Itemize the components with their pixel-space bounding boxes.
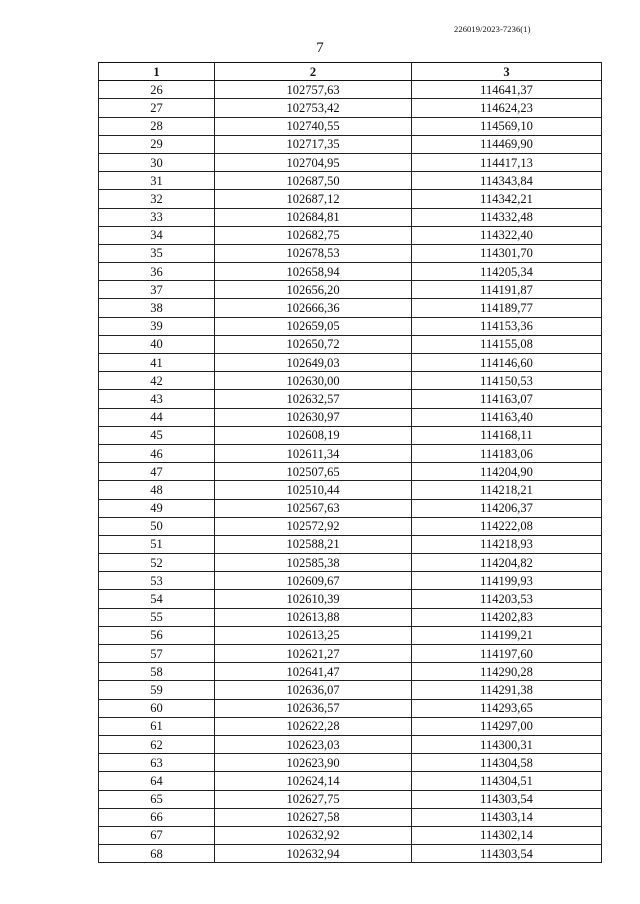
- table-row: [99, 554, 602, 572]
- x-coordinate-cell: 102613,25: [215, 626, 412, 644]
- point-number-cell: 56: [99, 626, 215, 644]
- point-number-cell: 61: [99, 717, 215, 735]
- table-row: [99, 499, 602, 517]
- x-coordinate-cell: 102611,34: [215, 444, 412, 462]
- table-row: [99, 99, 602, 117]
- x-coordinate-cell: 102636,07: [215, 681, 412, 699]
- table-row: [99, 117, 602, 135]
- point-number-cell: 60: [99, 699, 215, 717]
- y-coordinate-cell: 114303,14: [412, 808, 602, 826]
- point-number-cell: 37: [99, 281, 215, 299]
- point-number-cell: 36: [99, 263, 215, 281]
- point-number-cell: 58: [99, 663, 215, 681]
- table-row: [99, 263, 602, 281]
- y-coordinate-cell: 114293,65: [412, 699, 602, 717]
- x-coordinate-cell: 102610,39: [215, 590, 412, 608]
- x-coordinate-cell: 102753,42: [215, 99, 412, 117]
- table-row: [99, 135, 602, 153]
- x-coordinate-cell: 102704,95: [215, 153, 412, 171]
- y-coordinate-cell: 114218,93: [412, 535, 602, 553]
- y-coordinate-cell: 114199,93: [412, 572, 602, 590]
- x-coordinate-cell: 102621,27: [215, 645, 412, 663]
- point-number-cell: 50: [99, 517, 215, 535]
- x-coordinate-cell: 102659,05: [215, 317, 412, 335]
- page-number: 7: [316, 40, 324, 56]
- y-coordinate-cell: 114205,34: [412, 263, 602, 281]
- table-row: [99, 317, 602, 335]
- x-coordinate-cell: 102687,50: [215, 172, 412, 190]
- y-coordinate-cell: 114155,08: [412, 335, 602, 353]
- x-coordinate-cell: 102507,65: [215, 463, 412, 481]
- point-number-cell: 31: [99, 172, 215, 190]
- point-number-cell: 49: [99, 499, 215, 517]
- point-number-cell: 42: [99, 372, 215, 390]
- y-coordinate-cell: 114150,53: [412, 372, 602, 390]
- x-coordinate-cell: 102572,92: [215, 517, 412, 535]
- x-coordinate-cell: 102632,57: [215, 390, 412, 408]
- point-number-cell: 35: [99, 244, 215, 262]
- table-row: [99, 226, 602, 244]
- point-number-cell: 40: [99, 335, 215, 353]
- point-number-cell: 27: [99, 99, 215, 117]
- table-header-row: [99, 63, 602, 81]
- point-number-cell: 38: [99, 299, 215, 317]
- table-row: [99, 190, 602, 208]
- table-row: [99, 826, 602, 844]
- table-row: [99, 645, 602, 663]
- table-row: [99, 572, 602, 590]
- point-number-cell: 47: [99, 463, 215, 481]
- y-coordinate-cell: 114322,40: [412, 226, 602, 244]
- y-coordinate-cell: 114297,00: [412, 717, 602, 735]
- table-row: [99, 754, 602, 772]
- table-row: [99, 608, 602, 626]
- y-coordinate-cell: 114304,58: [412, 754, 602, 772]
- table-row: [99, 299, 602, 317]
- x-coordinate-cell: 102717,35: [215, 135, 412, 153]
- y-coordinate-cell: 114290,28: [412, 663, 602, 681]
- table-row: [99, 699, 602, 717]
- x-coordinate-cell: 102632,92: [215, 826, 412, 844]
- point-number-cell: 57: [99, 645, 215, 663]
- table-row: [99, 735, 602, 753]
- y-coordinate-cell: 114624,23: [412, 99, 602, 117]
- x-coordinate-cell: 102623,03: [215, 735, 412, 753]
- point-number-cell: 32: [99, 190, 215, 208]
- table-row: [99, 808, 602, 826]
- x-coordinate-cell: 102609,67: [215, 572, 412, 590]
- table-row: [99, 463, 602, 481]
- point-number-cell: 64: [99, 772, 215, 790]
- x-coordinate-cell: 102684,81: [215, 208, 412, 226]
- point-number-cell: 46: [99, 444, 215, 462]
- point-number-cell: 39: [99, 317, 215, 335]
- point-number-cell: 48: [99, 481, 215, 499]
- point-number-cell: 62: [99, 735, 215, 753]
- point-number-cell: 68: [99, 845, 215, 863]
- y-coordinate-cell: 114641,37: [412, 81, 602, 99]
- table-row: [99, 81, 602, 99]
- point-number-cell: 26: [99, 81, 215, 99]
- y-coordinate-cell: 114417,13: [412, 153, 602, 171]
- point-number-cell: 44: [99, 408, 215, 426]
- y-coordinate-cell: 114300,31: [412, 735, 602, 753]
- y-coordinate-cell: 114189,77: [412, 299, 602, 317]
- y-coordinate-cell: 114343,84: [412, 172, 602, 190]
- table-row: [99, 408, 602, 426]
- table-row: [99, 426, 602, 444]
- point-number-cell: 28: [99, 117, 215, 135]
- x-coordinate-cell: 102687,12: [215, 190, 412, 208]
- document-number: 226019/2023-7236(1): [454, 24, 531, 34]
- point-number-cell: 59: [99, 681, 215, 699]
- y-coordinate-cell: 114199,21: [412, 626, 602, 644]
- table-row: [99, 590, 602, 608]
- y-coordinate-cell: 114304,51: [412, 772, 602, 790]
- y-coordinate-cell: 114291,38: [412, 681, 602, 699]
- table-row: [99, 372, 602, 390]
- x-coordinate-cell: 102656,20: [215, 281, 412, 299]
- y-coordinate-cell: 114163,07: [412, 390, 602, 408]
- x-coordinate-cell: 102630,97: [215, 408, 412, 426]
- y-coordinate-cell: 114332,48: [412, 208, 602, 226]
- point-number-cell: 30: [99, 153, 215, 171]
- y-coordinate-cell: 114204,90: [412, 463, 602, 481]
- point-number-cell: 67: [99, 826, 215, 844]
- y-coordinate-cell: 114469,90: [412, 135, 602, 153]
- y-coordinate-cell: 114163,40: [412, 408, 602, 426]
- x-coordinate-cell: 102567,63: [215, 499, 412, 517]
- table-row: [99, 153, 602, 171]
- y-coordinate-cell: 114168,11: [412, 426, 602, 444]
- x-coordinate-cell: 102608,19: [215, 426, 412, 444]
- x-coordinate-cell: 102588,21: [215, 535, 412, 553]
- column-header-y: 3: [412, 63, 602, 81]
- table-row: [99, 626, 602, 644]
- y-coordinate-cell: 114303,54: [412, 845, 602, 863]
- table-row: [99, 335, 602, 353]
- y-coordinate-cell: 114218,21: [412, 481, 602, 499]
- point-number-cell: 41: [99, 354, 215, 372]
- y-coordinate-cell: 114146,60: [412, 354, 602, 372]
- table-row: [99, 681, 602, 699]
- point-number-cell: 53: [99, 572, 215, 590]
- x-coordinate-cell: 102627,75: [215, 790, 412, 808]
- point-number-cell: 34: [99, 226, 215, 244]
- point-number-cell: 43: [99, 390, 215, 408]
- table-row: [99, 208, 602, 226]
- x-coordinate-cell: 102636,57: [215, 699, 412, 717]
- point-number-cell: 54: [99, 590, 215, 608]
- x-coordinate-cell: 102627,58: [215, 808, 412, 826]
- y-coordinate-cell: 114202,83: [412, 608, 602, 626]
- x-coordinate-cell: 102641,47: [215, 663, 412, 681]
- point-number-cell: 33: [99, 208, 215, 226]
- x-coordinate-cell: 102666,36: [215, 299, 412, 317]
- point-number-cell: 66: [99, 808, 215, 826]
- point-number-cell: 65: [99, 790, 215, 808]
- x-coordinate-cell: 102613,88: [215, 608, 412, 626]
- x-coordinate-cell: 102740,55: [215, 117, 412, 135]
- x-coordinate-cell: 102757,63: [215, 81, 412, 99]
- x-coordinate-cell: 102682,75: [215, 226, 412, 244]
- x-coordinate-cell: 102510,44: [215, 481, 412, 499]
- table-row: [99, 790, 602, 808]
- point-number-cell: 52: [99, 554, 215, 572]
- table-row: [99, 354, 602, 372]
- y-coordinate-cell: 114222,08: [412, 517, 602, 535]
- point-number-cell: 63: [99, 754, 215, 772]
- y-coordinate-cell: 114153,36: [412, 317, 602, 335]
- y-coordinate-cell: 114197,60: [412, 645, 602, 663]
- table-row: [99, 244, 602, 262]
- y-coordinate-cell: 114302,14: [412, 826, 602, 844]
- table-row: [99, 535, 602, 553]
- table-row: [99, 772, 602, 790]
- column-header-point: 1: [99, 63, 215, 81]
- point-number-cell: 29: [99, 135, 215, 153]
- table-row: [99, 390, 602, 408]
- point-number-cell: 45: [99, 426, 215, 444]
- x-coordinate-cell: 102678,53: [215, 244, 412, 262]
- table-row: [99, 845, 602, 863]
- x-coordinate-cell: 102585,38: [215, 554, 412, 572]
- y-coordinate-cell: 114569,10: [412, 117, 602, 135]
- point-number-cell: 51: [99, 535, 215, 553]
- point-number-cell: 55: [99, 608, 215, 626]
- x-coordinate-cell: 102649,03: [215, 354, 412, 372]
- table-row: [99, 444, 602, 462]
- y-coordinate-cell: 114203,53: [412, 590, 602, 608]
- table-row: [99, 481, 602, 499]
- x-coordinate-cell: 102630,00: [215, 372, 412, 390]
- table-row: [99, 281, 602, 299]
- y-coordinate-cell: 114342,21: [412, 190, 602, 208]
- y-coordinate-cell: 114204,82: [412, 554, 602, 572]
- table-row: [99, 717, 602, 735]
- x-coordinate-cell: 102622,28: [215, 717, 412, 735]
- y-coordinate-cell: 114303,54: [412, 790, 602, 808]
- x-coordinate-cell: 102650,72: [215, 335, 412, 353]
- y-coordinate-cell: 114301,70: [412, 244, 602, 262]
- table-header: [99, 63, 602, 81]
- column-header-x: 2: [215, 63, 412, 81]
- y-coordinate-cell: 114183,06: [412, 444, 602, 462]
- table-row: [99, 517, 602, 535]
- table-row: [99, 172, 602, 190]
- table-row: [99, 663, 602, 681]
- y-coordinate-cell: 114206,37: [412, 499, 602, 517]
- table-body: [99, 81, 602, 863]
- y-coordinate-cell: 114191,87: [412, 281, 602, 299]
- x-coordinate-cell: 102632,94: [215, 845, 412, 863]
- x-coordinate-cell: 102624,14: [215, 772, 412, 790]
- coordinates-table: [98, 62, 602, 863]
- x-coordinate-cell: 102623,90: [215, 754, 412, 772]
- x-coordinate-cell: 102658,94: [215, 263, 412, 281]
